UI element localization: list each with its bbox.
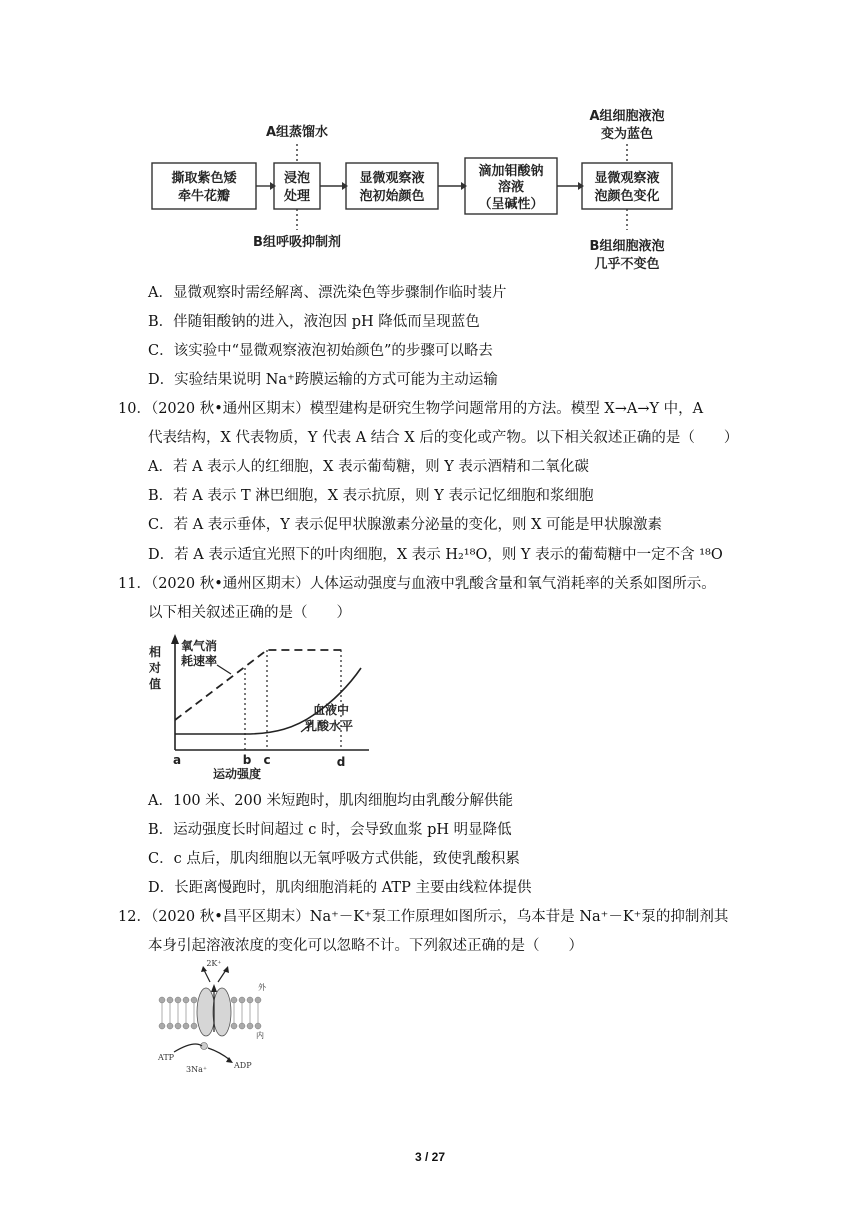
flow-step5-line1: 显微观察液 [594,171,660,186]
graph-ylabel-3: 值 [148,677,162,691]
graph-oxygen-label-2: 耗速率 [181,654,218,668]
flow-a-treatment: A组蒸馏水 [265,125,329,140]
q10-stem-line1: 10．（2020 秋•通州区期末）模型建构是研究生物学问题常用的方法。模型 X→A→Y 中，A [118,401,704,417]
flow-step3-line2: 泡初始颜色 [359,189,425,204]
flow-step4-line3: （呈碱性） [478,197,544,212]
flow-a-result-line1: A组细胞液泡 [589,109,665,124]
q12-stem-line1: 12．（2020 秋•昌平区期末）Na⁺－K⁺泵工作原理如图所示，乌本苷是 Na⁺－K⁺泵的抑制剂其 [118,909,729,925]
flow-step1-line2: 牵牛花瓣 [177,189,231,204]
graph-lactate-label-2: 乳酸水平 [305,719,354,733]
q11-option-a: A．100 米、200 米短跑时，肌肉细胞均由乳酸分解供能 [148,793,514,809]
pump-inside-label: 内 [256,1031,264,1040]
q11-option-d: D．长距离慢跑时，肌肉细胞消耗的 ATP 主要由线粒体提供 [148,880,532,896]
pump-k-label: 2K⁺ [206,960,222,968]
q10-stem-line2: 代表结构，X 代表物质，Y 代表 A 结合 X 后的变化或产物。以下相关叙述正确的是（ ） [148,430,739,446]
q10-option-c: C．若 A 表示垂体，Y 表示促甲状腺激素分泌量的变化，则 X 可能是甲状腺激素 [148,517,663,533]
flow-step5-line2: 泡颜色变化 [594,189,660,204]
q12-stem-line2: 本身引起溶液浓度的变化可以忽略不计。下列叙述正确的是（ ） [148,938,583,954]
graph-oxygen-label-1: 氧气消 [181,639,218,653]
graph-tick-a: a [172,753,182,767]
q10-option-d: D．若 A 表示适宜光照下的叶肉细胞，X 表示 H₂¹⁸O，则 Y 表示的葡萄糖中一定不含 ¹⁸O [148,547,723,563]
q9-option-b: B．伴随钼酸钠的进入，液泡因 pH 降低而呈现蓝色 [148,314,480,330]
q11-stem-line2: 以下相关叙述正确的是（ ） [148,605,351,621]
q9-option-c: C．该实验中“显微观察液泡初始颜色”的步骤可以略去 [148,343,493,359]
graph-tick-b: b [242,753,252,767]
pump-na-label: 3Na⁺ [186,1065,208,1074]
flow-step3-line1: 显微观察液 [359,171,425,186]
pump-atp-label: ATP [158,1053,175,1062]
q9-option-a: A．显微观察时需经解离、漂洗染色等步骤制作临时装片 [148,285,507,301]
q11-option-b: B．运动强度长时间超过 c 时，会导致血浆 pH 明显降低 [148,822,512,838]
exercise-intensity-graph [145,632,385,782]
flow-a-result-line2: 变为蓝色 [600,127,654,142]
flow-b-treatment: B组呼吸抑制剂 [253,235,341,250]
q11-stem-line1: 11．（2020 秋•通州区期末）人体运动强度与血液中乳酸含量和氧气消耗率的关系如图所示。 [118,576,716,592]
q10-option-b: B．若 A 表示 T 淋巴细胞，X 表示抗原，则 Y 表示记忆细胞和浆细胞 [148,488,594,504]
pump-outside-label: 外 [258,983,266,992]
pump-adp-label: ADP [234,1061,252,1070]
flow-step1-line1: 撕取紫色矮 [171,171,237,186]
graph-xlabel: 运动强度 [212,767,262,781]
page-number: 3 / 27 [414,1150,446,1164]
flow-step2-line1: 浸泡 [283,171,311,186]
q10-option-a: A．若 A 表示人的红细胞，X 表示葡萄糖，则 Y 表示酒精和二氧化碳 [148,459,589,475]
graph-ylabel-1: 相 [148,645,162,659]
flow-b-result-line2: 几乎不变色 [594,257,660,272]
flow-b-result-line1: B组细胞液泡 [589,239,665,254]
q9-option-d: D．实验结果说明 Na⁺跨膜运输的方式可能为主动运输 [148,372,498,388]
flow-step4-line2: 溶液 [497,180,525,195]
graph-ylabel-2: 对 [148,661,162,675]
q11-option-c: C．c 点后，肌肉细胞以无氧呼吸方式供能，致使乳酸积累 [148,851,520,867]
flow-step2-line2: 处理 [283,189,311,204]
graph-tick-c: c [263,753,271,767]
na-k-pump-diagram [150,960,275,1075]
graph-tick-d: d [336,755,346,769]
flow-step4-line1: 滴加钼酸钠 [478,164,544,179]
graph-lactate-label-1: 血液中 [313,703,350,717]
experiment-flowchart [140,108,680,276]
